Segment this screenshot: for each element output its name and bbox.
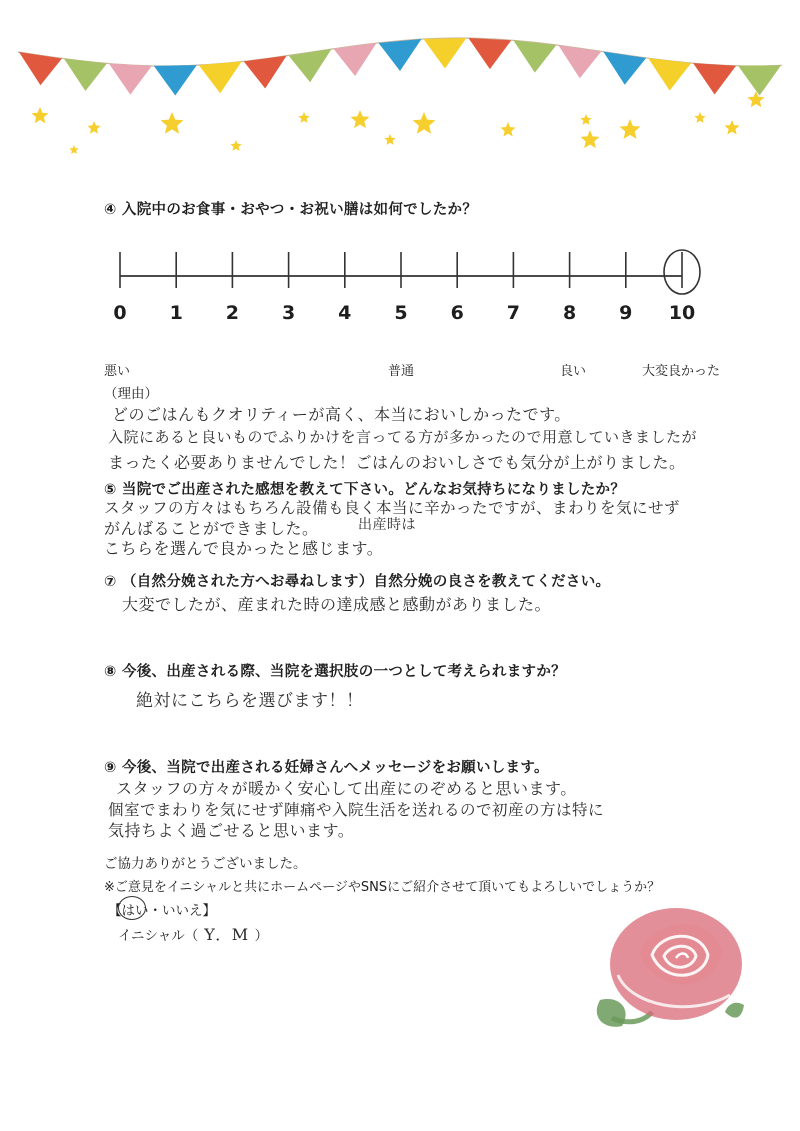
answer-q5-line-2: がんばることができました。 <box>104 519 319 538</box>
initials-close: ） <box>254 928 269 944</box>
scale-tick-label: 6 <box>450 302 464 324</box>
reason-label: （理由） <box>104 386 158 402</box>
initials-row <box>118 922 268 945</box>
answer-q4-line-1: どのごはんもクオリティーが高く、本当においしかったです。 <box>112 405 571 424</box>
scale-label-great: 大変良かった <box>642 364 721 379</box>
scale-tick-label: 4 <box>338 302 352 324</box>
answer-q5-note: 出産時は <box>358 517 416 533</box>
answer-q9-line-1: スタッフの方々が暖かく安心して出産にのぞめると思います。 <box>116 779 577 798</box>
answer-q9-line-3: 気持ちよく過ごせると思います。 <box>108 821 355 840</box>
scale-tick-label: 9 <box>619 302 633 324</box>
scale-tick-label: 7 <box>506 302 521 324</box>
scale-label-normal: 普通 <box>388 364 415 379</box>
consent-question: ※ご意見をイニシャルと共にホームページやSNSにご紹介させて頂いてもよろしいでしょうか？ <box>104 880 661 895</box>
answer-q4-line-3: まったく必要ありませんでした！ごはんのおいしさでも気分が上がりました。 <box>108 453 686 472</box>
consent-options-text: 【はい・いいえ】 <box>108 903 216 919</box>
question-5: ⑤ 当院でご出産された感想を教えて下さい。どんなお気持ちになりましたか？ <box>104 482 626 498</box>
question-9: ⑨ 今後、当院で出産される妊婦さんへメッセージをお願いします。 <box>104 760 549 776</box>
question-4: ④ 入院中のお食事・おやつ・お祝い膳は如何でしたか？ <box>104 202 478 218</box>
answer-q8-line-1: 絶対にこちらを選びます！！ <box>136 691 364 711</box>
yes-circle-mark <box>118 896 146 920</box>
scale-label-good: 良い <box>560 364 587 379</box>
initials-value: Y．M <box>204 925 249 944</box>
answer-q4-line-2: 入院にあると良いものでふりかけを言ってる方が多かったので用意していきましたが <box>108 428 698 446</box>
question-7: ⑦ （自然分娩された方へお尋ねします）自然分娩の良さを教えてください。 <box>104 574 611 590</box>
scale-tick-label: 2 <box>225 302 240 324</box>
scale-tick-label: 5 <box>394 302 408 324</box>
scale-tick-label: 10 <box>668 302 696 324</box>
scale-tick-label: 1 <box>169 302 183 324</box>
scale-tick-label: 3 <box>281 302 296 324</box>
consent-options <box>108 899 216 919</box>
answer-q7-line-1: 大変でしたが、産まれた時の達成感と感動がありました。 <box>122 595 552 614</box>
scale-label-bad: 悪い <box>104 364 131 379</box>
rating-scale <box>0 0 800 340</box>
initials-label: イニシャル（ <box>118 928 199 944</box>
question-8: ⑧ 今後、出産される際、当院を選択肢の一つとして考えられますか？ <box>104 664 566 680</box>
answer-q9-line-2: 個室でまわりを気にせず陣痛や入院生活を送れるので初産の方は特に <box>108 801 605 819</box>
rose-icon <box>597 908 744 1027</box>
thanks-text: ご協力ありがとうございました。 <box>104 856 307 872</box>
scale-tick-label: 8 <box>562 302 577 324</box>
scale-tick-label: 0 <box>113 302 127 324</box>
answer-q5-line-1: スタッフの方々はもちろん設備も良く本当に辛かったですが、まわりを気にせず <box>104 499 681 517</box>
answer-q5-line-3: こちらを選んで良かったと感じます。 <box>104 539 384 558</box>
